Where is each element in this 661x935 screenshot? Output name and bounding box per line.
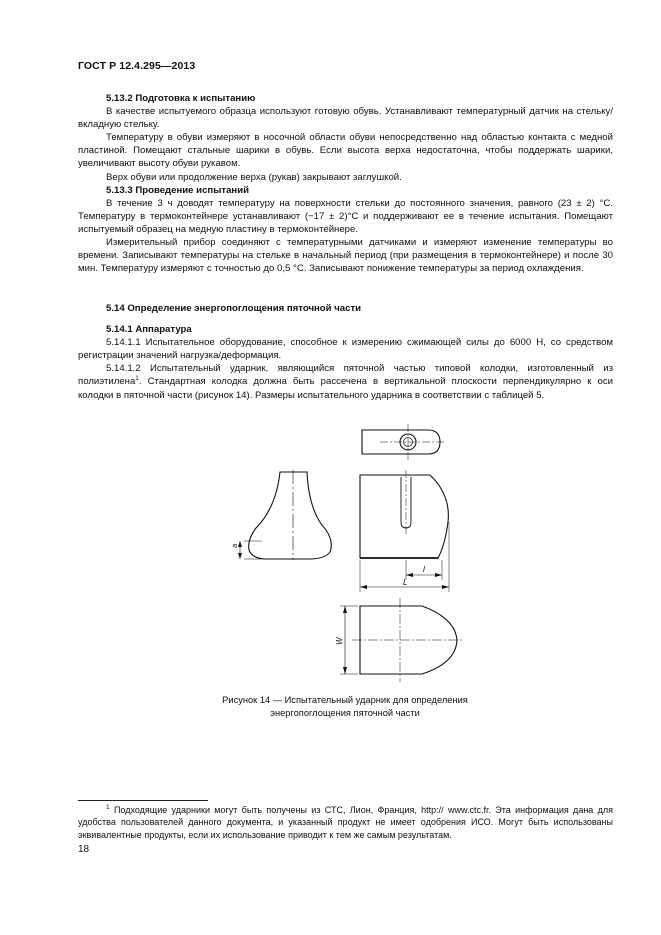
paragraph: Температуру в обуви измеряют в носочной области обуви непосредственно над областью контакта с медной пластиной. Помещают стальные шарики в обувь. Если высота верха недостаточна, чтобы поддержать шарики, увеличивают высоту обуви рукавом.: [78, 132, 613, 170]
figure-caption: [150, 694, 540, 720]
impactor-front-view: [360, 470, 449, 592]
paragraph: В качестве испытуемого образца используют готовую обувь. Устанавливают температурный датчик на стельку/вкладную стельку.: [78, 106, 613, 131]
impactor-side-view: [238, 470, 331, 560]
caption-line: энергопоглощения пяточной части: [270, 708, 420, 718]
dim-label-l: l: [423, 565, 425, 574]
dim-label-a: a: [230, 543, 239, 548]
footnote-ref: 1: [135, 375, 139, 383]
heading-5-13-2: 5.13.2 Подготовка к испытанию: [106, 93, 256, 104]
page-number: 18: [78, 844, 90, 855]
impactor-top-bar: [362, 424, 446, 460]
paragraph: Измерительный прибор соединяют с температурными датчиками и измеряют изменение температуры во времени. Записывают температуры на стельке в начальный период (при размещения в термоконтейнере) и после 30 мин. Температуру измеряют с точностью до 0,5 °С. Записывают понижение температуры за период охлаждения.: [78, 237, 613, 275]
paragraph: Верх обуви или продолжение верха (рукав) закрывают заглушкой.: [106, 171, 402, 183]
paragraph: В течение 3 ч доводят температуру на поверхности стельки до постоянного значения, равного (23 ± 2) °С. Температуру в термоконтейнере устанавливают (−17 ± 2)°С и поддерживают ее в течение испытания. Помещают испытуемый образец на медную пластину в термоконтейнере.: [78, 197, 613, 235]
heading-5-13-3: 5.13.3 Проведение испытаний: [106, 184, 250, 196]
paragraph-text: 5.14.1.2 Испытательный ударник, являющийся пяточной частью типовой колодки, изготовленный из полиэтилена: [78, 363, 613, 388]
heading-5-14-1: 5.14.1 Аппаратура: [106, 324, 192, 336]
footnote-rule: [78, 800, 208, 801]
page-header: ГОСТ Р 12.4.295—2013: [78, 60, 196, 72]
heading-5-14: 5.14 Определение энергопоглощения пяточной части: [106, 303, 362, 314]
footnote: [78, 804, 613, 841]
footnote-mark: 1: [106, 804, 110, 811]
paragraph: 5.14.1.1 Испытательное оборудование, способное к измерению сжимающей силы до 6000 Н, со средством регистрации значений нагрузка/деформация.: [78, 337, 613, 362]
paragraph-text: . Стандартная колодка должна быть рассечена в вертикальной плоскости перпендикулярно к оси колодки в пяточной части (рисунок 14). Размеры испытательного ударника в соответствии с таблицей 5.: [78, 376, 613, 401]
impactor-plan-view: [340, 598, 464, 682]
footnote-text: Подходящие ударники могут быть получены из СТС, Лион, Франция, http:// www.ctc.fr. Эта информация дана для удобства пользователей данного документа, и указанный продукт не имеет одобрения ИСО. Могут быть использованы эквивалентные продукты, если их использование приводит к тем же самым результатам.: [78, 805, 613, 840]
caption-line: Рисунок 14 — Испытательный ударник для определения: [222, 695, 468, 705]
dim-label-L: L: [403, 578, 408, 587]
dim-label-W: W: [335, 637, 344, 645]
